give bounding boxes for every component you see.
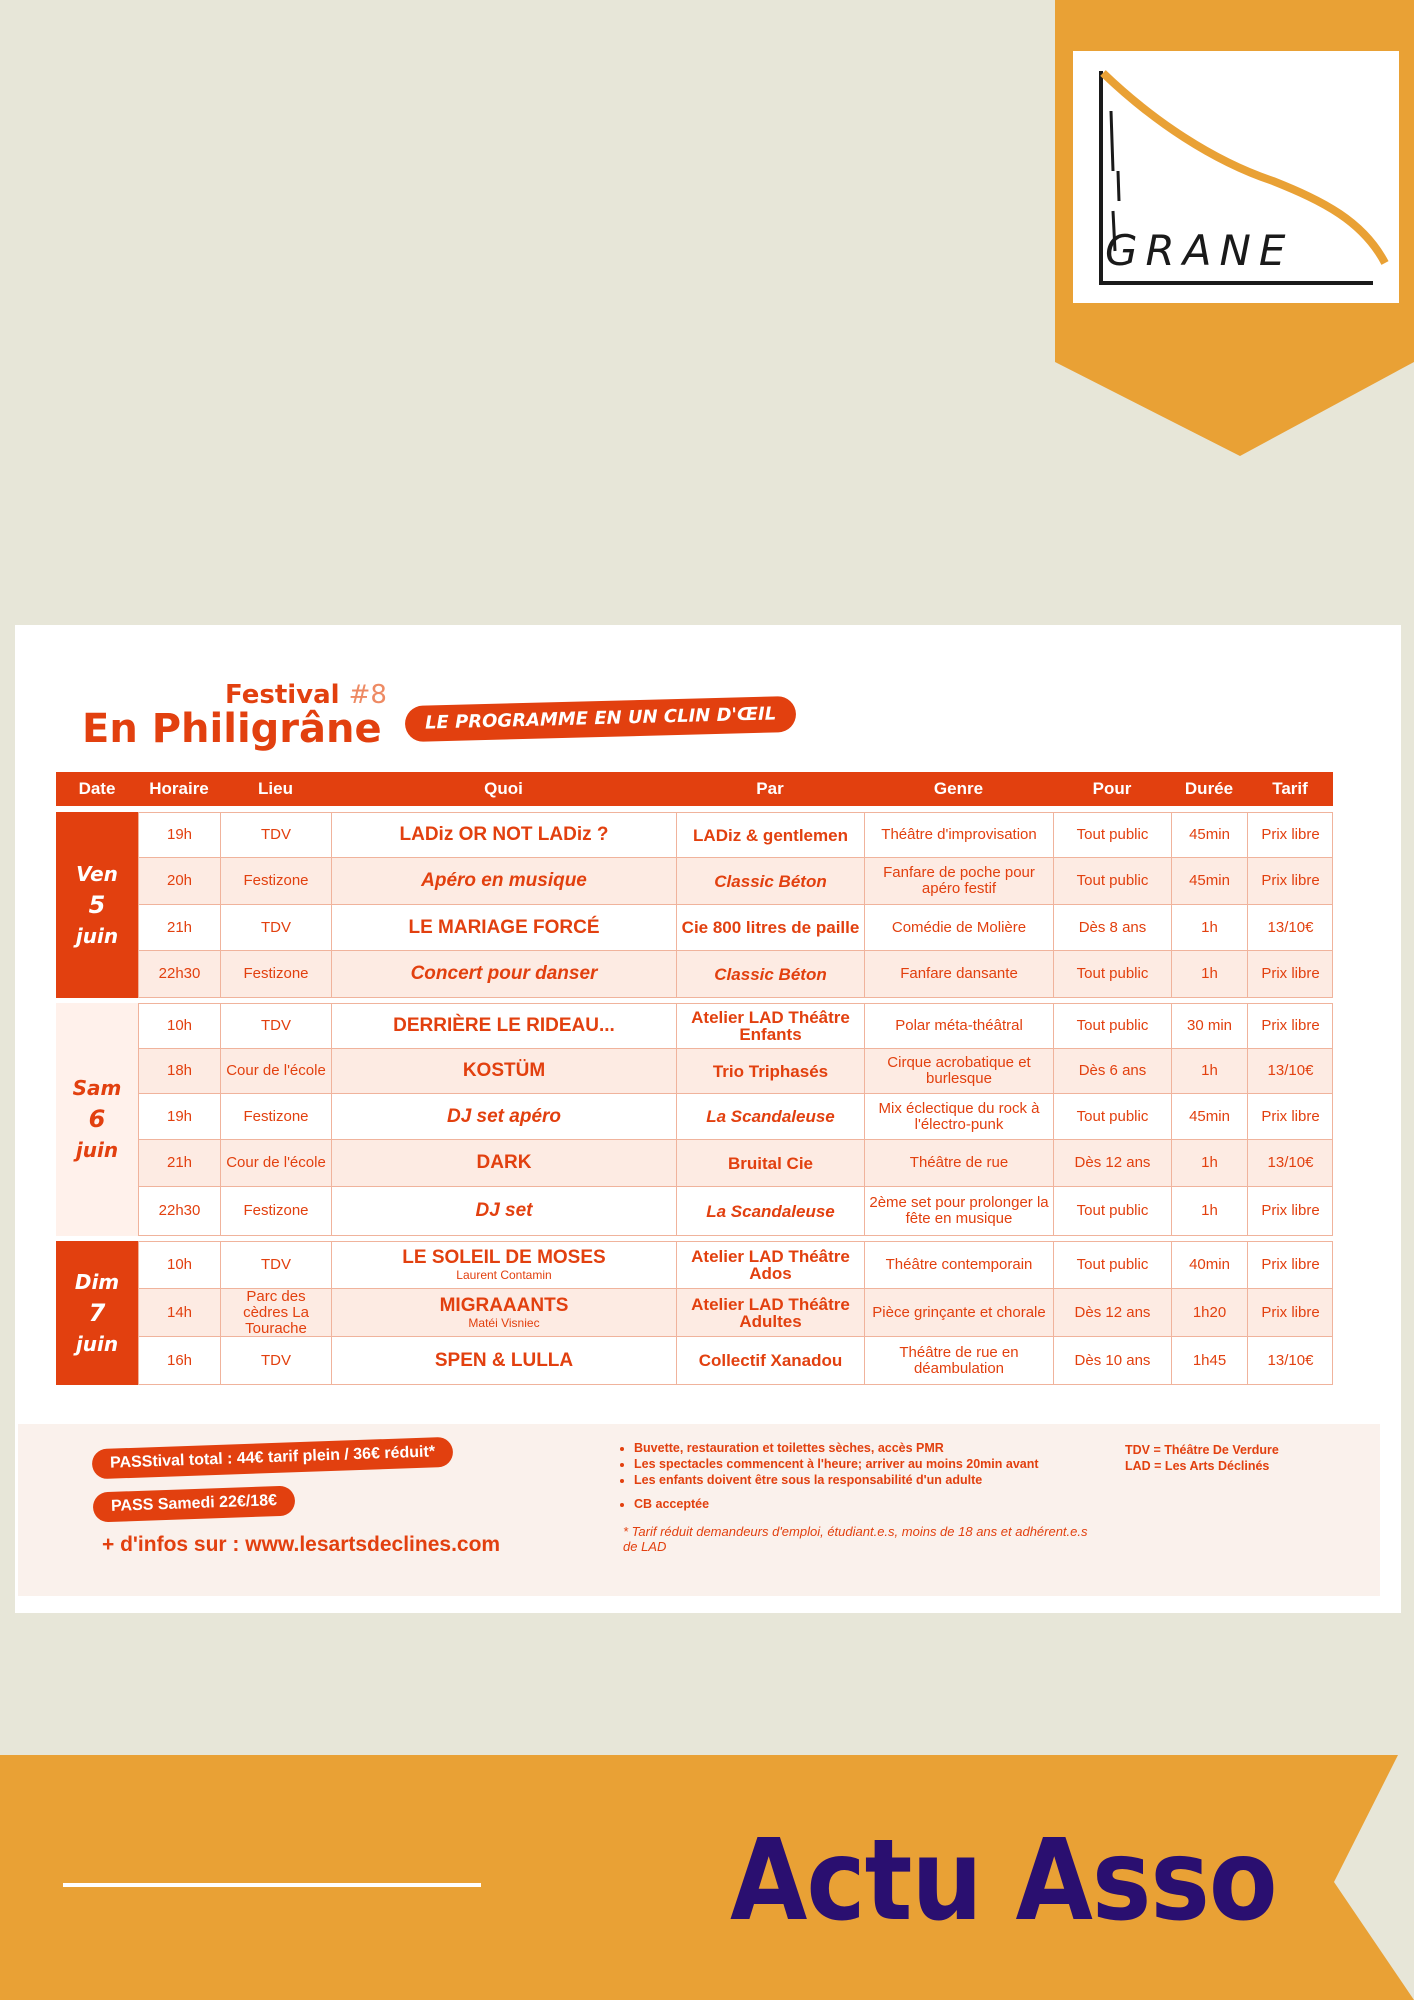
cell-duree: 1h45 [1171,1337,1247,1384]
cell-tarif: 13/10€ [1247,1140,1333,1186]
practical-notes [620,1440,1039,1488]
table-row [138,1337,1333,1385]
cell-lieu: TDV [220,1242,331,1288]
cell-tarif: Prix libre [1247,1004,1333,1048]
cell-par: Atelier LAD Théâtre Enfants [676,1004,864,1048]
cell-genre: Théâtre contemporain [864,1242,1053,1288]
cell-par: Atelier LAD Théâtre Adultes [676,1289,864,1336]
cell-genre: Comédie de Molière [864,905,1053,950]
cell-lieu: TDV [220,813,331,857]
show-title: Apéro en musique [421,870,587,891]
cell-horaire: 21h [138,905,220,950]
table-row [138,1094,1333,1140]
cell-genre: Mix éclectique du rock à l'électro-punk [864,1094,1053,1139]
show-title: KOSTÜM [462,1060,546,1081]
cell-tarif: 13/10€ [1247,1049,1333,1093]
tarif-note: * Tarif réduit demandeurs d'emploi, étudiant.e.s, moins de 18 ans et adhérent.e.s de LAD [623,1524,1088,1554]
cell-par: Classic Béton [676,858,864,904]
cell-pour: Tout public [1053,1242,1171,1288]
cell-horaire: 22h30 [138,951,220,997]
cell-quoi [331,1004,676,1048]
cell-duree: 45min [1171,1094,1247,1139]
header-genre: Genre [933,779,984,798]
cell-pour: Dès 12 ans [1053,1289,1171,1336]
cell-tarif: Prix libre [1247,951,1333,997]
cell-duree: 1h [1171,1049,1247,1093]
cell-genre: Fanfare dansante [864,951,1053,997]
more-info-link[interactable]: + d'infos sur : www.lesartsdeclines.com [102,1533,501,1556]
cell-lieu: Festizone [220,1094,331,1139]
cell-quoi [331,1187,676,1235]
cell-duree: 1h [1171,951,1247,997]
header-duree: Durée [1184,779,1234,798]
cell-lieu: TDV [220,905,331,950]
cell-lieu: Cour de l'école [220,1049,331,1093]
cell-genre: Polar méta-théâtral [864,1004,1053,1048]
cell-par: Bruital Cie [676,1140,864,1186]
note-item: • Les spectacles commencent à l'heure; arriver au moins 20min avant [634,1456,1039,1472]
logo-text: GRANE [1105,226,1294,275]
festival-label: Festival #8 [225,680,387,710]
cell-horaire: 10h [138,1004,220,1048]
cell-par: Classic Béton [676,951,864,997]
day-friday: Ven 5 juin [56,812,138,998]
table-row [138,951,1333,998]
cell-par: Atelier LAD Théâtre Ados [676,1242,864,1288]
cell-horaire: 19h [138,813,220,857]
cell-tarif: Prix libre [1247,1094,1333,1139]
day-saturday: Sam 6 juin [56,1003,138,1236]
note-item: • Les enfants doivent être sous la responsabilité d'un adulte [634,1472,1039,1488]
header-quoi: Quoi [484,779,523,798]
cell-genre: Théâtre de rue [864,1140,1053,1186]
cell-pour: Dès 10 ans [1053,1337,1171,1384]
cell-genre: Cirque acrobatique et burlesque [864,1049,1053,1093]
pass-samedi-badge: PASS Samedi 22€/18€ [93,1485,296,1522]
abbreviations [1125,1442,1279,1474]
show-author: Matéi Visniec [468,1315,540,1330]
day-sunday: Dim 7 juin [56,1241,138,1385]
table-header [56,772,1333,806]
cell-duree: 1h [1171,905,1247,950]
header-tarif: Tarif [1272,779,1308,798]
cell-lieu: TDV [220,1004,331,1048]
cell-lieu: TDV [220,1337,331,1384]
pass-total-badge: PASStival total : 44€ tarif plein / 36€ réduit* [92,1437,454,1480]
cell-lieu: Cour de l'école [220,1140,331,1186]
cell-quoi [331,1049,676,1093]
cell-pour: Tout public [1053,1187,1171,1235]
cell-pour: Tout public [1053,858,1171,904]
show-title: DJ set apéro [446,1105,562,1127]
cell-tarif: 13/10€ [1247,1337,1333,1384]
show-title: LE MARIAGE FORCÉ [408,916,600,938]
cell-quoi [331,1140,676,1186]
cell-pour: Dès 6 ans [1053,1049,1171,1093]
show-title: LADiz OR NOT LADiz ? [399,824,609,845]
page-title: Actu Asso [730,1815,1277,1947]
cell-horaire: 18h [138,1049,220,1093]
table-row [138,905,1333,951]
cell-lieu: Festizone [220,1187,331,1235]
cell-duree: 30 min [1171,1004,1247,1048]
cell-horaire: 14h [138,1289,220,1336]
cell-genre: Pièce grinçante et chorale [864,1289,1053,1336]
cell-horaire: 22h30 [138,1187,220,1235]
header-lieu: Lieu [258,779,293,798]
cell-pour: Dès 8 ans [1053,905,1171,950]
cell-lieu: Parc des cèdres La Tourache [220,1289,331,1336]
cell-tarif: 13/10€ [1247,905,1333,950]
decorative-underline [63,1883,481,1887]
table-row [138,1289,1333,1337]
abbrev-lad: LAD = Les Arts Déclinés [1125,1459,1270,1473]
table-row [138,1049,1333,1094]
cell-tarif: Prix libre [1247,1289,1333,1336]
table-row [138,1003,1333,1049]
cell-par: LADiz & gentlemen [676,813,864,857]
cell-duree: 1h [1171,1187,1247,1235]
cell-genre: Fanfare de poche pour apéro festif [864,858,1053,904]
cell-quoi [331,1337,676,1384]
show-author: Laurent Contamin [456,1268,552,1282]
cell-horaire: 20h [138,858,220,904]
cell-pour: Tout public [1053,951,1171,997]
cell-duree: 45min [1171,813,1247,857]
cell-lieu: Festizone [220,951,331,997]
cell-quoi [331,1242,676,1288]
cell-horaire: 16h [138,1337,220,1384]
table-row [138,812,1333,858]
show-title: DARK [476,1152,532,1173]
cell-tarif: Prix libre [1247,813,1333,857]
cell-genre: Théâtre de rue en déambulation [864,1337,1053,1384]
cell-duree: 1h [1171,1140,1247,1186]
cell-par: Cie 800 litres de paille [676,905,864,950]
cell-par: Collectif Xanadou [676,1337,864,1384]
cell-par: La Scandaleuse [676,1187,864,1235]
cell-quoi [331,951,676,997]
festival-number: #8 [348,680,387,710]
show-title: DERRIÈRE LE RIDEAU... [393,1015,615,1036]
cell-pour: Tout public [1053,1094,1171,1139]
cell-quoi [331,813,676,857]
cell-par: La Scandaleuse [676,1094,864,1139]
table-row [138,1187,1333,1236]
show-title: SPEN & LULLA [434,1349,574,1371]
table-row [138,1241,1333,1289]
cell-tarif: Prix libre [1247,1242,1333,1288]
cb-note: • CB acceptée [620,1497,709,1511]
cell-horaire: 19h [138,1094,220,1139]
tagline-badge: LE PROGRAMME EN UN CLIN D'ŒIL [405,696,797,742]
cell-duree: 1h20 [1171,1289,1247,1336]
abbrev-tdv: TDV = Théâtre De Verdure [1125,1443,1279,1457]
cell-duree: 40min [1171,1242,1247,1288]
show-title: Concert pour danser [410,963,598,984]
cell-quoi [331,858,676,904]
cell-horaire: 21h [138,1140,220,1186]
cell-duree: 45min [1171,858,1247,904]
note-item: • Buvette, restauration et toilettes sèches, accès PMR [634,1440,1039,1456]
show-title: MIGRAAANTS [439,1294,569,1316]
header-date: Date [78,779,116,798]
header-par: Par [756,779,784,798]
cell-pour: Tout public [1053,1004,1171,1048]
header-horaire: Horaire [149,779,209,798]
table-row [138,1140,1333,1187]
cell-horaire: 10h [138,1242,220,1288]
cell-quoi [331,1094,676,1139]
festival-name: En Philigrâne [82,706,382,752]
show-title: LE SOLEIL DE MOSES [402,1247,606,1268]
cell-genre: 2ème set pour prolonger la fête en musique [864,1187,1053,1235]
cell-pour: Tout public [1053,813,1171,857]
cell-genre: Théâtre d'improvisation [864,813,1053,857]
cell-lieu: Festizone [220,858,331,904]
cell-tarif: Prix libre [1247,1187,1333,1235]
header-pour: Pour [1092,779,1132,798]
cell-par: Trio Triphasés [676,1049,864,1093]
cell-tarif: Prix libre [1247,858,1333,904]
table-row [138,858,1333,905]
cell-quoi [331,905,676,950]
cell-pour: Dès 12 ans [1053,1140,1171,1186]
show-title: DJ set [475,1200,533,1221]
cell-quoi [331,1289,676,1336]
